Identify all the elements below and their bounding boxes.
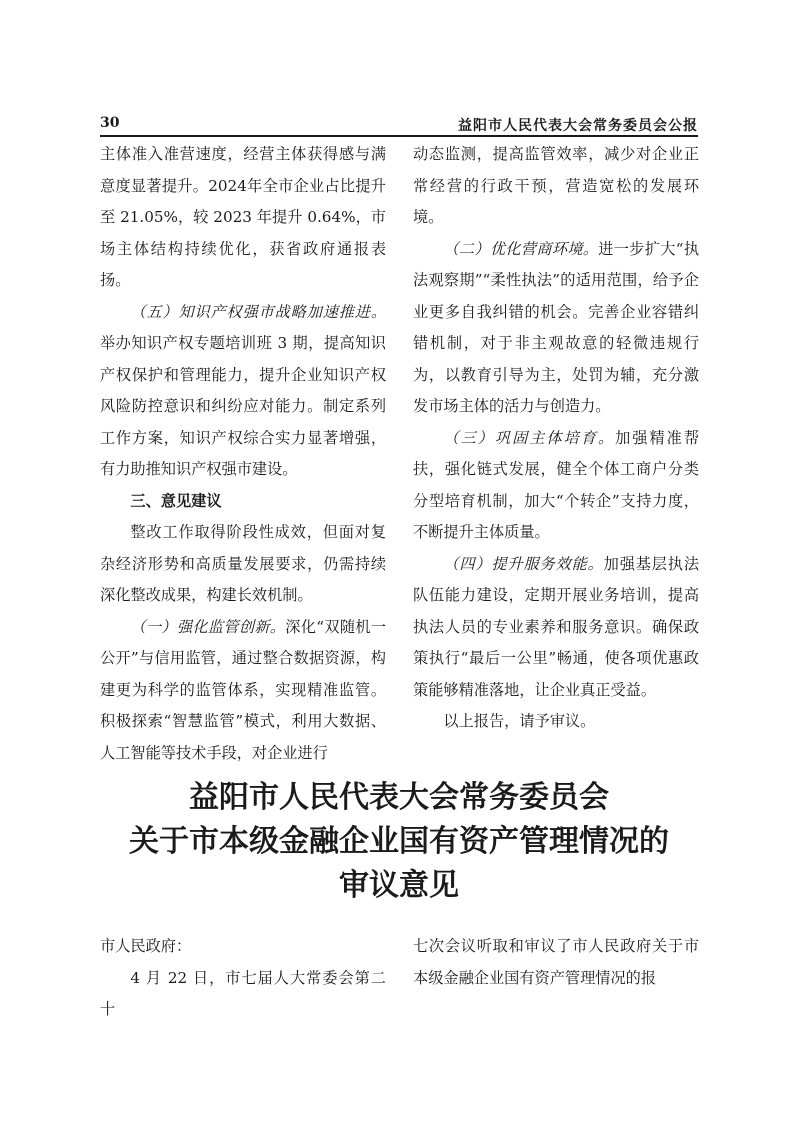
- journal-title: 益阳市人民代表大会常务委员会公报: [458, 118, 698, 134]
- paragraph: 整改工作取得阶段性成效，但面对复杂经济形势和高质量发展要求，仍需持续深化整改成果，构建长效机制。: [100, 523, 386, 604]
- body-left-column: [100, 931, 386, 1026]
- left-column: [100, 139, 386, 769]
- title-line-2: 关于市本级金融企业国有资产管理情况的: [129, 824, 669, 859]
- paragraph: [100, 612, 386, 770]
- subsection-heading: （五）知识产权强市战略加速推进。: [130, 302, 386, 321]
- page-number: 30: [100, 115, 120, 131]
- document-title: [100, 776, 698, 908]
- addressee: 市人民政府：: [100, 937, 192, 955]
- subsection-heading: （三）巩固主体培育。: [443, 428, 616, 447]
- subsection-heading: （四）提升服务效能。: [443, 554, 604, 573]
- paragraph: 主体准入准营速度，经营主体获得感与满意度显著提升。2024年全市企业占比提升至 21.05%，较 2023 年提升 0.64%，市场主体结构持续优化，获省政府通报表扬。: [100, 145, 386, 289]
- paragraph-body: 举办知识产权专题培训班 3 期，提高知识产权保护和管理能力，提升企业知识产权风险防控意识和纠纷应对能力。制定系列工作方案，知识产权综合实力显著增强，有力助推知识产权强市建设。: [100, 334, 386, 478]
- page-header: [100, 115, 698, 137]
- subsection-heading: （一）强化监管创新。: [130, 617, 286, 636]
- paragraph-body: 深化“双随机一公开”与信用监管，通过整合数据资源，构建更为科学的监管体系，实现精准监管。积极探索“智慧监管”模式，利用大数据、人工智能等技术手段，对企业进行: [100, 617, 387, 762]
- paragraph: 七次会议听取和审议了市人民政府关于市本级金融企业国有资产管理情况的报: [413, 937, 699, 987]
- paragraph: [413, 549, 699, 707]
- paragraph: 动态监测，提高监管效率，减少对企业正常经营的行政干预，营造宽松的发展环境。: [413, 145, 699, 226]
- title-line-1: 益阳市人民代表大会常务委员会: [189, 780, 609, 815]
- right-column: [413, 139, 699, 738]
- paragraph-body: 进一步扩大“执法观察期”“柔性执法”的适用范围，给予企业更多自我纠错的机会。完善企业容错纠错机制，对于非主观故意的轻微违规行为，以教育引导为主，处罚为辅，充分激发市场主体的活力与创造力。: [413, 239, 700, 415]
- paragraph-body: 加强基层执法队伍能力建设，定期开展业务培训，提高执法人员的专业素养和服务意识。确保政策执行“最后一公里”畅通，使各项优惠政策能够精准落地，让企业真正受益。: [413, 554, 700, 699]
- subsection-heading: （二）优化营商环境。: [443, 239, 599, 258]
- paragraph: [413, 234, 699, 423]
- paragraph-body: 加强精准帮扶，强化链式发展，健全个体工商户分类分型培育机制，加大“个转企”支持力度，不断提升主体质量。: [413, 428, 700, 541]
- paragraph: [100, 297, 386, 486]
- section-heading: 三、意见建议: [130, 491, 222, 510]
- closing-line: 以上报告，请予审议。: [443, 712, 596, 730]
- paragraph: [413, 423, 699, 549]
- title-line-3: 审议意见: [339, 868, 459, 903]
- paragraph: 4 月 22 日，市七届人大常委会第二十: [100, 968, 386, 1018]
- body-right-column: [413, 931, 699, 994]
